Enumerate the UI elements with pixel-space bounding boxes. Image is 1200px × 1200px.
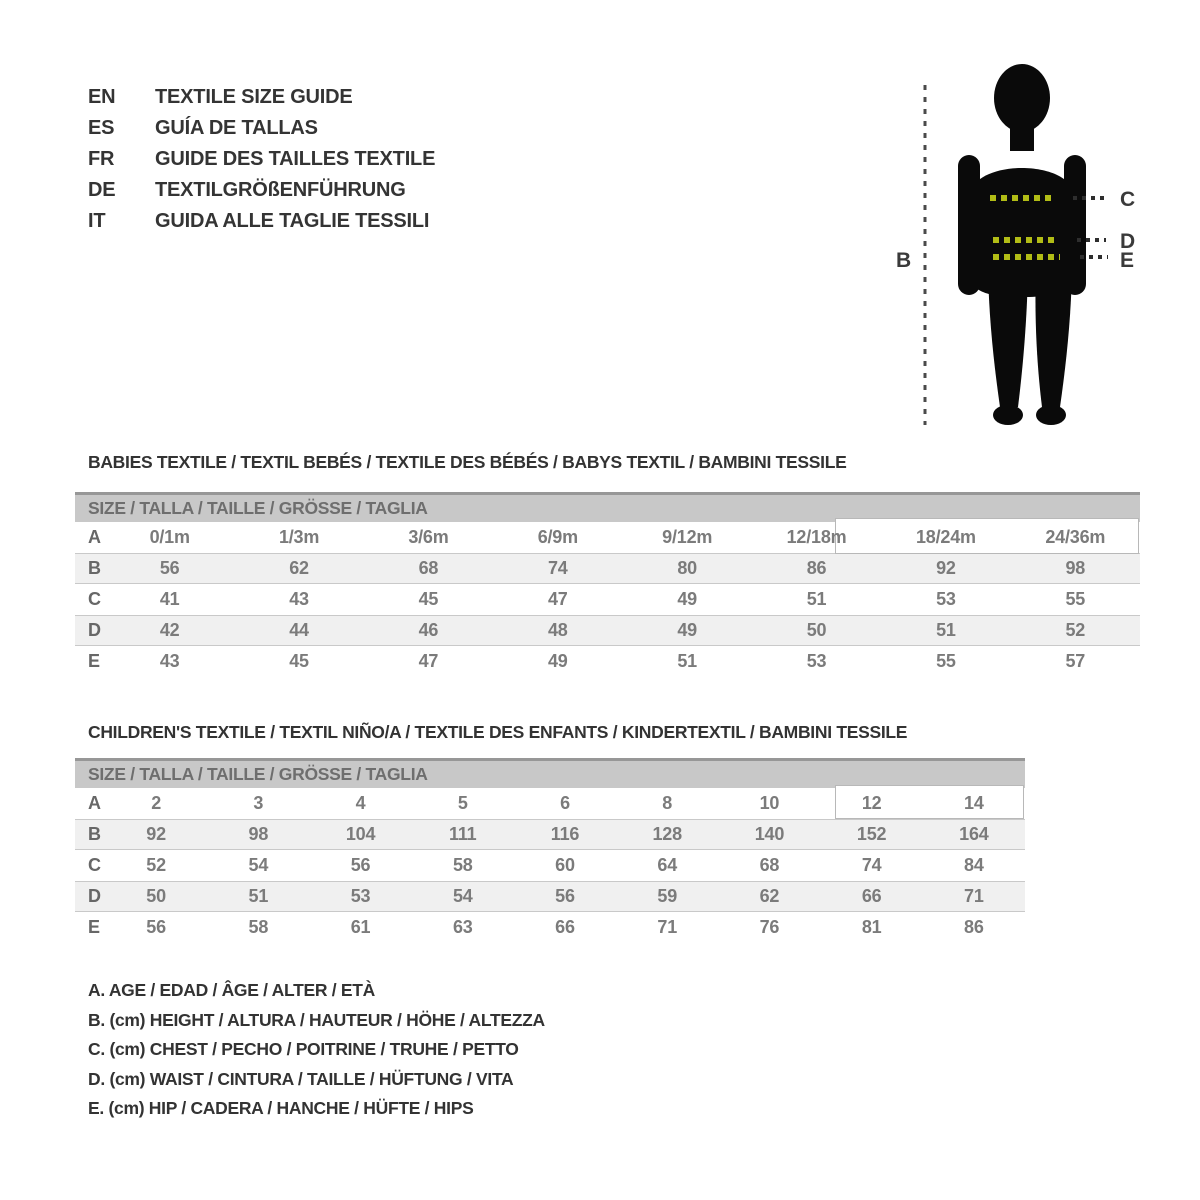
row-label: A [88, 793, 101, 813]
row-label: D [88, 886, 101, 906]
size-cell: 71 [657, 917, 678, 937]
children-section-title: CHILDREN'S TEXTILE / TEXTIL NIÑO/A / TEXTILE DES ENFANTS / KINDERTEXTIL / BAMBINI TESSILE [88, 722, 908, 742]
size-cell: 3 [253, 793, 264, 813]
size-cell: 61 [350, 917, 371, 937]
size-cell: 76 [759, 917, 780, 937]
size-cell: 46 [418, 620, 439, 640]
table-row-age [75, 788, 1025, 819]
language-title: GUÍA DE TALLAS [155, 117, 318, 139]
legend-age: A. AGE / EDAD / ÂGE / ALTER / ETÀ [88, 980, 375, 1000]
language-row-it [88, 206, 435, 237]
size-cell: 51 [248, 886, 269, 906]
size-cell: 62 [759, 886, 780, 906]
legend-waist: D. (cm) WAIST / CINTURA / TAILLE / HÜFTUNG / VITA [88, 1068, 514, 1089]
size-cell: 55 [936, 651, 956, 671]
size-cell: 98 [1065, 558, 1086, 578]
size-cell: 62 [289, 558, 309, 578]
size-cell: 104 [345, 824, 376, 844]
size-cell: 3/6m [408, 527, 449, 547]
size-cell: 14 [964, 793, 984, 813]
size-cell: 74 [861, 855, 882, 875]
row-label: D [88, 620, 101, 640]
size-cell: 5 [457, 793, 468, 813]
size-cell: 128 [652, 824, 682, 844]
size-cell: 53 [350, 886, 371, 906]
size-cell: 6 [560, 793, 570, 813]
size-cell: 92 [146, 824, 166, 844]
figure-label-chest: C [1120, 188, 1135, 211]
table-row-chest [75, 584, 1140, 615]
size-cell: 116 [550, 824, 580, 844]
size-cell: 18/24m [916, 527, 976, 547]
babies-table-header: SIZE / TALLA / TAILLE / GRÖSSE / TAGLIA [75, 492, 1140, 522]
size-cell: 2 [151, 793, 162, 813]
size-cell: 56 [350, 855, 371, 875]
row-label: E [88, 651, 100, 671]
size-cell: 47 [418, 651, 439, 671]
size-cell: 68 [759, 855, 780, 875]
size-cell: 10 [759, 793, 780, 813]
size-cell: 50 [806, 620, 827, 640]
child-silhouette-diagram [890, 55, 1140, 440]
language-row-fr [88, 144, 435, 175]
language-title: GUIDA ALLE TAGLIE TESSILI [155, 210, 430, 232]
size-cell: 66 [555, 917, 575, 937]
measurement-figure [890, 55, 1140, 440]
language-title: TEXTILGRÖßENFÜHRUNG [155, 179, 406, 201]
size-cell: 51 [936, 620, 956, 640]
size-cell: 54 [452, 886, 473, 906]
size-cell: 12 [861, 793, 882, 813]
figure-label-height: B [896, 249, 911, 272]
children-table-header: SIZE / TALLA / TAILLE / GRÖSSE / TAGLIA [75, 758, 1025, 788]
language-row-en [88, 82, 435, 113]
size-cell: 152 [856, 824, 887, 844]
size-cell: 45 [289, 651, 309, 671]
size-cell: 74 [548, 558, 568, 578]
size-cell: 53 [936, 589, 956, 609]
size-cell: 43 [159, 651, 180, 671]
language-row-de [88, 175, 435, 206]
language-code: FR [88, 148, 115, 170]
size-cell: 53 [806, 651, 827, 671]
size-cell: 64 [657, 855, 678, 875]
row-label: E [88, 917, 100, 937]
size-cell: 58 [452, 855, 473, 875]
size-cell: 59 [657, 886, 678, 906]
legend-hip: E. (cm) HIP / CADERA / HANCHE / HÜFTE / HIPS [88, 1098, 474, 1118]
table-row-waist [75, 615, 1140, 646]
row-label: B [88, 558, 101, 578]
size-cell: 58 [248, 917, 269, 937]
size-cell: 51 [806, 589, 827, 609]
size-cell: 56 [555, 886, 575, 906]
size-cell: 86 [806, 558, 827, 578]
size-cell: 68 [418, 558, 439, 578]
row-label: B [88, 824, 101, 844]
language-list [88, 82, 435, 237]
size-cell: 164 [959, 824, 989, 844]
legend-chest: C. (cm) CHEST / PECHO / POITRINE / TRUHE / PETTO [88, 1039, 519, 1059]
size-cell: 92 [936, 558, 956, 578]
size-cell: 48 [548, 620, 568, 640]
size-cell: 43 [289, 589, 309, 609]
table-row-waist [75, 881, 1025, 912]
size-cell: 9/12m [662, 527, 713, 547]
table-row-hip [75, 646, 1140, 677]
row-label: C [88, 589, 101, 609]
figure-label-hip: E [1120, 249, 1134, 272]
size-cell: 50 [146, 886, 166, 906]
size-cell: 54 [248, 855, 269, 875]
table-row-height [75, 553, 1140, 584]
row-label: C [88, 855, 101, 875]
size-cell: 56 [146, 917, 166, 937]
size-cell: 1/3m [278, 527, 320, 547]
size-cell: 4 [355, 793, 366, 813]
size-cell: 12/18m [786, 527, 847, 547]
size-cell: 6/9m [537, 527, 578, 547]
babies-section-title: BABIES TEXTILE / TEXTIL BEBÉS / TEXTILE DES BÉBÉS / BABYS TEXTIL / BAMBINI TESSILE [88, 452, 847, 472]
size-cell: 80 [677, 558, 697, 578]
language-code: ES [88, 117, 115, 139]
size-cell: 52 [146, 855, 166, 875]
size-cell: 24/36m [1045, 527, 1106, 547]
size-cell: 63 [452, 917, 473, 937]
row-label: A [88, 527, 101, 547]
size-cell: 140 [754, 824, 785, 844]
size-cell: 81 [861, 917, 882, 937]
size-cell: 56 [159, 558, 180, 578]
size-cell: 57 [1065, 651, 1086, 671]
legend-height: B. (cm) HEIGHT / ALTURA / HAUTEUR / HÖHE / ALTEZZA [88, 1009, 545, 1030]
table-row-hip [75, 912, 1025, 943]
size-cell: 60 [555, 855, 575, 875]
size-cell: 84 [964, 855, 984, 875]
size-cell: 71 [964, 886, 984, 906]
size-cell: 49 [548, 651, 568, 671]
size-cell: 44 [289, 620, 309, 640]
size-cell: 111 [449, 824, 477, 844]
size-cell: 86 [964, 917, 984, 937]
size-cell: 42 [159, 620, 180, 640]
size-cell: 51 [677, 651, 697, 671]
size-cell: 8 [662, 793, 673, 813]
table-row-chest [75, 850, 1025, 881]
size-cell: 45 [418, 589, 439, 609]
size-cell: 55 [1065, 589, 1086, 609]
table-row-height [75, 819, 1025, 850]
table-row-age [75, 522, 1140, 553]
child-silhouette [958, 64, 1086, 425]
figure-label-waist: D [1120, 230, 1135, 253]
size-cell: 49 [677, 620, 697, 640]
language-code: DE [88, 179, 116, 201]
language-title: TEXTILE SIZE GUIDE [155, 86, 353, 108]
language-code: IT [88, 210, 106, 232]
language-title: GUIDE DES TAILLES TEXTILE [155, 148, 436, 170]
size-cell: 49 [677, 589, 697, 609]
size-cell: 98 [248, 824, 269, 844]
language-row-es [88, 113, 435, 144]
size-cell: 47 [548, 589, 568, 609]
size-cell: 66 [861, 886, 882, 906]
language-code: EN [88, 86, 116, 108]
size-cell: 52 [1065, 620, 1086, 640]
size-cell: 41 [159, 589, 180, 609]
size-cell: 0/1m [149, 527, 190, 547]
measurement-legend [88, 976, 545, 1124]
